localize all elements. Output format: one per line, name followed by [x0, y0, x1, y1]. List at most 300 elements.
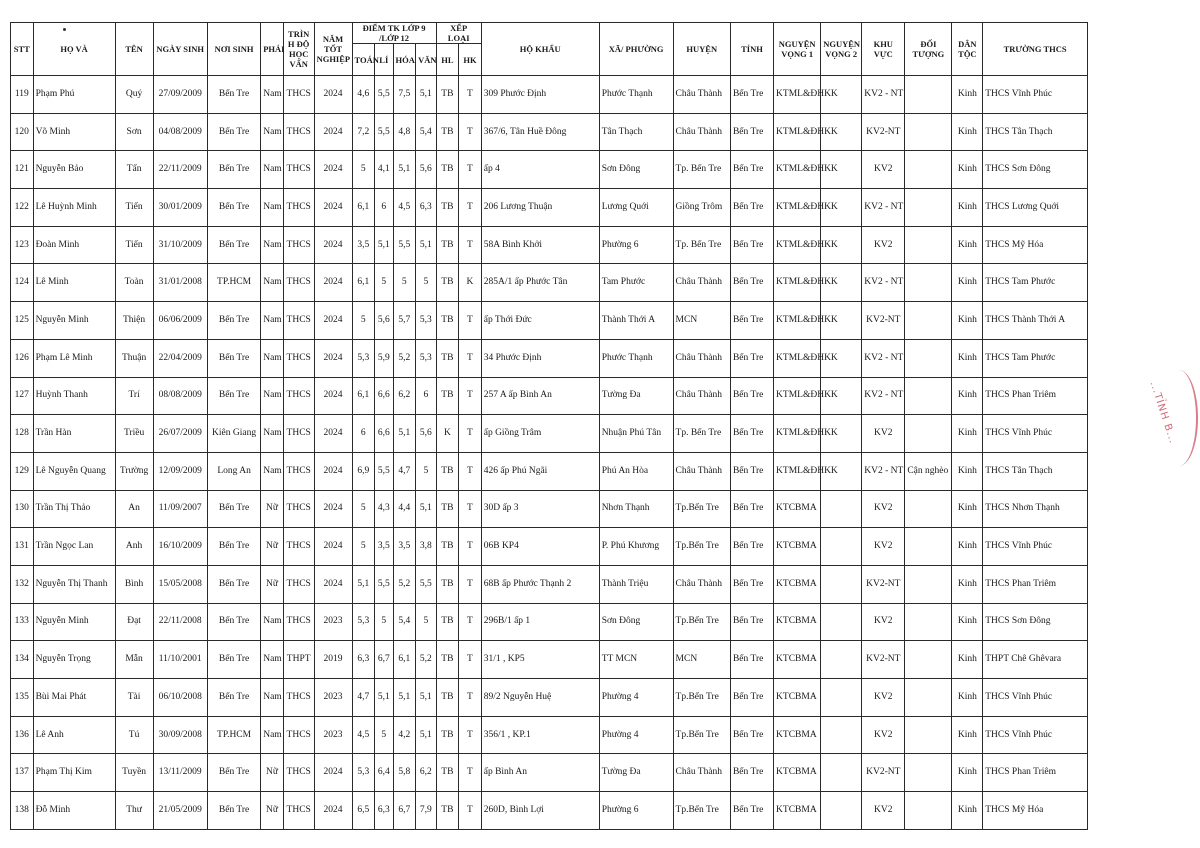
cell-ten: Triều	[115, 415, 153, 453]
cell-li: 4,3	[375, 490, 393, 528]
header-tinh: TỈNH	[730, 23, 773, 76]
cell-phai: Nam	[261, 189, 284, 227]
cell-van: 5,3	[416, 302, 437, 340]
cell-hk: T	[459, 641, 482, 679]
cell-ho-khau: 06B KP4	[481, 528, 599, 566]
cell-phai: Nữ	[261, 792, 284, 830]
cell-xa-phuong: Nhơn Thạnh	[599, 490, 673, 528]
cell-khu-vuc: KV2	[862, 151, 905, 189]
cell-hoa: 5,1	[393, 679, 416, 717]
cell-truong: THCS Tam Phước	[983, 264, 1088, 302]
cell-nam-tot-nghiep: 2024	[314, 415, 352, 453]
cell-ho-khau: ấp Thới Đức	[481, 302, 599, 340]
header-li: LÍ	[375, 44, 393, 76]
cell-ten: An	[115, 490, 153, 528]
cell-van: 5	[416, 264, 437, 302]
cell-ngay-sinh: 22/11/2008	[153, 603, 207, 641]
cell-noi-sinh: Bến Tre	[207, 792, 260, 830]
cell-tinh: Bến Tre	[730, 528, 773, 566]
cell-hoa: 5,1	[393, 415, 416, 453]
cell-trinh-do: THCS	[283, 113, 314, 151]
cell-tinh: Bến Tre	[730, 339, 773, 377]
cell-dan-toc: Kinh	[952, 226, 983, 264]
cell-xa-phuong: Phường 6	[599, 226, 673, 264]
cell-phai: Nam	[261, 415, 284, 453]
cell-doi-tuong	[905, 603, 952, 641]
cell-dan-toc: Kinh	[952, 490, 983, 528]
cell-nguyen-vong-2	[821, 716, 862, 754]
header-toan: TOÁN	[352, 44, 375, 76]
cell-hk: T	[459, 76, 482, 114]
cell-hl: K	[436, 415, 459, 453]
cell-ho-khau: ấp Giồng Trâm	[481, 415, 599, 453]
cell-trinh-do: THCS	[283, 679, 314, 717]
cell-truong: THCS Phan Triêm	[983, 565, 1088, 603]
cell-khu-vuc: KV2 - NT	[862, 377, 905, 415]
header-xep-loai: XẾP LOẠI	[436, 23, 481, 44]
cell-ten: Tuyền	[115, 754, 153, 792]
cell-ngay-sinh: 08/08/2009	[153, 377, 207, 415]
cell-nguyen-vong-1: KTCBMA	[774, 754, 821, 792]
cell-hoa: 3,5	[393, 528, 416, 566]
cell-ho-va: Lê Huỳnh Minh	[33, 189, 115, 227]
cell-ngay-sinh: 30/09/2008	[153, 716, 207, 754]
table-row	[11, 302, 1088, 340]
cell-toan: 6,5	[352, 792, 375, 830]
cell-dan-toc: Kinh	[952, 641, 983, 679]
cell-nguyen-vong-1: KTCBMA	[774, 528, 821, 566]
cell-ten: Tiến	[115, 189, 153, 227]
cell-trinh-do: THCS	[283, 189, 314, 227]
cell-dan-toc: Kinh	[952, 113, 983, 151]
cell-khu-vuc: KV2	[862, 226, 905, 264]
cell-ho-khau: 34 Phước Định	[481, 339, 599, 377]
cell-noi-sinh: Bến Tre	[207, 641, 260, 679]
cell-hl: TB	[436, 339, 459, 377]
cell-ten: Bình	[115, 565, 153, 603]
cell-dan-toc: Kinh	[952, 302, 983, 340]
cell-ho-va: Lê Minh	[33, 264, 115, 302]
official-seal-fragment	[1147, 370, 1198, 466]
cell-noi-sinh: Long An	[207, 452, 260, 490]
cell-nguyen-vong-1: KTML&ĐHKK	[774, 302, 821, 340]
cell-hoa: 6,7	[393, 792, 416, 830]
cell-tinh: Bến Tre	[730, 189, 773, 227]
cell-hl: TB	[436, 754, 459, 792]
cell-ho-va: Trần Ngọc Lan	[33, 528, 115, 566]
cell-ten: Tú	[115, 716, 153, 754]
cell-dan-toc: Kinh	[952, 339, 983, 377]
cell-truong: THCS Sơn Đông	[983, 151, 1088, 189]
cell-hk: T	[459, 603, 482, 641]
cell-ten: Thuận	[115, 339, 153, 377]
cell-tinh: Bến Tre	[730, 490, 773, 528]
cell-van: 5,3	[416, 339, 437, 377]
cell-doi-tuong	[905, 490, 952, 528]
cell-trinh-do: THCS	[283, 302, 314, 340]
cell-trinh-do: THCS	[283, 716, 314, 754]
cell-hoa: 4,8	[393, 113, 416, 151]
cell-nguyen-vong-2	[821, 603, 862, 641]
cell-hl: TB	[436, 565, 459, 603]
cell-khu-vuc: KV2	[862, 528, 905, 566]
cell-li: 5,5	[375, 113, 393, 151]
cell-toan: 6,1	[352, 377, 375, 415]
cell-nam-tot-nghiep: 2024	[314, 452, 352, 490]
cell-nguyen-vong-1: KTCBMA	[774, 792, 821, 830]
cell-tinh: Bến Tre	[730, 679, 773, 717]
table-row	[11, 151, 1088, 189]
header-hoa: HÓA	[393, 44, 416, 76]
cell-dan-toc: Kinh	[952, 151, 983, 189]
cell-stt: 134	[11, 641, 34, 679]
cell-huyen: Châu Thành	[673, 377, 730, 415]
cell-toan: 3,5	[352, 226, 375, 264]
cell-noi-sinh: Bến Tre	[207, 679, 260, 717]
cell-trinh-do: THCS	[283, 754, 314, 792]
cell-toan: 5,3	[352, 339, 375, 377]
cell-truong: THCS Tân Thạch	[983, 113, 1088, 151]
cell-xa-phuong: Thành Thới A	[599, 302, 673, 340]
cell-nguyen-vong-2	[821, 792, 862, 830]
cell-stt: 129	[11, 452, 34, 490]
cell-truong: THCS Lương Quới	[983, 189, 1088, 227]
cell-doi-tuong	[905, 792, 952, 830]
cell-toan: 6,9	[352, 452, 375, 490]
cell-van: 3,8	[416, 528, 437, 566]
table-row	[11, 528, 1088, 566]
cell-nguyen-vong-1: KTCBMA	[774, 679, 821, 717]
cell-hoa: 6,1	[393, 641, 416, 679]
cell-noi-sinh: Bến Tre	[207, 113, 260, 151]
header-ho-va: HỌ VÀ	[33, 23, 115, 76]
cell-toan: 5,3	[352, 603, 375, 641]
cell-ngay-sinh: 11/09/2007	[153, 490, 207, 528]
cell-dan-toc: Kinh	[952, 603, 983, 641]
cell-hoa: 4,7	[393, 452, 416, 490]
cell-phai: Nữ	[261, 490, 284, 528]
cell-xa-phuong: Sơn Đông	[599, 603, 673, 641]
cell-nguyen-vong-2	[821, 565, 862, 603]
cell-van: 5,1	[416, 679, 437, 717]
cell-ten: Sơn	[115, 113, 153, 151]
cell-phai: Nam	[261, 603, 284, 641]
table-row	[11, 339, 1088, 377]
cell-van: 5,6	[416, 151, 437, 189]
cell-ho-va: Võ Minh	[33, 113, 115, 151]
cell-truong: THPT Chê Ghêvara	[983, 641, 1088, 679]
header-ho-khau: HỘ KHẨU	[481, 23, 599, 76]
cell-truong: THCS Vĩnh Phúc	[983, 415, 1088, 453]
cell-nam-tot-nghiep: 2024	[314, 377, 352, 415]
table-header	[11, 23, 1088, 76]
cell-hl: TB	[436, 377, 459, 415]
cell-ten: Tiến	[115, 226, 153, 264]
cell-hl: TB	[436, 113, 459, 151]
cell-trinh-do: THCS	[283, 528, 314, 566]
cell-noi-sinh: Bến Tre	[207, 302, 260, 340]
cell-phai: Nữ	[261, 565, 284, 603]
cell-xa-phuong: Tam Phước	[599, 264, 673, 302]
cell-tinh: Bến Tre	[730, 226, 773, 264]
cell-huyen: Châu Thành	[673, 754, 730, 792]
cell-hoa: 4,5	[393, 189, 416, 227]
cell-doi-tuong	[905, 189, 952, 227]
cell-noi-sinh: Bến Tre	[207, 226, 260, 264]
cell-ngay-sinh: 06/06/2009	[153, 302, 207, 340]
cell-ngay-sinh: 11/10/2001	[153, 641, 207, 679]
cell-ngay-sinh: 22/04/2009	[153, 339, 207, 377]
cell-ten: Thư	[115, 792, 153, 830]
cell-nam-tot-nghiep: 2024	[314, 151, 352, 189]
cell-hoa: 5,2	[393, 339, 416, 377]
cell-khu-vuc: KV2	[862, 792, 905, 830]
cell-xa-phuong: Nhuận Phú Tân	[599, 415, 673, 453]
cell-tinh: Bến Tre	[730, 264, 773, 302]
cell-hoa: 5,2	[393, 565, 416, 603]
cell-ten: Thiện	[115, 302, 153, 340]
cell-toan: 5	[352, 528, 375, 566]
cell-ten: Tài	[115, 679, 153, 717]
cell-khu-vuc: KV2-NT	[862, 302, 905, 340]
cell-huyen: Tp.Bến Tre	[673, 792, 730, 830]
cell-stt: 121	[11, 151, 34, 189]
cell-ho-khau: ấp 4	[481, 151, 599, 189]
cell-ten: Mẫn	[115, 641, 153, 679]
cell-li: 5,1	[375, 679, 393, 717]
cell-ngay-sinh: 06/10/2008	[153, 679, 207, 717]
cell-hoa: 5,7	[393, 302, 416, 340]
cell-nguyen-vong-1: KTCBMA	[774, 565, 821, 603]
cell-tinh: Bến Tre	[730, 76, 773, 114]
cell-li: 3,5	[375, 528, 393, 566]
cell-doi-tuong	[905, 113, 952, 151]
cell-ho-khau: 260D, Bình Lợi	[481, 792, 599, 830]
cell-tinh: Bến Tre	[730, 415, 773, 453]
header-ngay-sinh: NGÀY SINH	[153, 23, 207, 76]
cell-nam-tot-nghiep: 2024	[314, 264, 352, 302]
cell-dan-toc: Kinh	[952, 76, 983, 114]
cell-ho-va: Phạm Thị Kim	[33, 754, 115, 792]
cell-ho-va: Trần Thị Thảo	[33, 490, 115, 528]
cell-ho-khau: 426 ấp Phú Ngãi	[481, 452, 599, 490]
cell-stt: 125	[11, 302, 34, 340]
cell-ho-khau: 58A Bình Khởi	[481, 226, 599, 264]
cell-trinh-do: THCS	[283, 603, 314, 641]
cell-nguyen-vong-2	[821, 679, 862, 717]
cell-phai: Nữ	[261, 754, 284, 792]
cell-phai: Nam	[261, 151, 284, 189]
cell-khu-vuc: KV2 - NT	[862, 264, 905, 302]
cell-li: 6,4	[375, 754, 393, 792]
cell-li: 5,9	[375, 339, 393, 377]
cell-tinh: Bến Tre	[730, 565, 773, 603]
cell-hoa: 5,5	[393, 226, 416, 264]
header-nam-tot-nghiep: NĂM TỐT NGHIỆP	[314, 23, 352, 76]
cell-phai: Nam	[261, 641, 284, 679]
cell-ho-va: Nguyễn Thị Thanh	[33, 565, 115, 603]
cell-xa-phuong: Phường 4	[599, 716, 673, 754]
cell-hl: TB	[436, 716, 459, 754]
table-row	[11, 377, 1088, 415]
cell-nguyen-vong-1: KTCBMA	[774, 603, 821, 641]
table-row	[11, 226, 1088, 264]
cell-doi-tuong	[905, 716, 952, 754]
cell-ngay-sinh: 26/07/2009	[153, 415, 207, 453]
cell-hk: T	[459, 415, 482, 453]
cell-khu-vuc: KV2	[862, 716, 905, 754]
cell-trinh-do: THPT	[283, 641, 314, 679]
cell-ngay-sinh: 12/09/2009	[153, 452, 207, 490]
cell-stt: 130	[11, 490, 34, 528]
table-row	[11, 754, 1088, 792]
cell-hk: T	[459, 754, 482, 792]
cell-hoa: 5	[393, 264, 416, 302]
cell-nguyen-vong-1: KTML&ĐHKK	[774, 189, 821, 227]
cell-xa-phuong: Thành Triệu	[599, 565, 673, 603]
header-van: VĂN	[416, 44, 437, 76]
cell-van: 5,5	[416, 565, 437, 603]
cell-hoa: 7,5	[393, 76, 416, 114]
cell-trinh-do: THCS	[283, 415, 314, 453]
cell-noi-sinh: Bến Tre	[207, 339, 260, 377]
cell-nam-tot-nghiep: 2023	[314, 603, 352, 641]
cell-trinh-do: THCS	[283, 76, 314, 114]
cell-noi-sinh: Kiên Giang	[207, 415, 260, 453]
table-row	[11, 679, 1088, 717]
cell-toan: 7,2	[352, 113, 375, 151]
header-truong: TRƯỜNG THCS	[983, 23, 1088, 76]
cell-ho-khau: 206 Lương Thuận	[481, 189, 599, 227]
cell-li: 5,5	[375, 565, 393, 603]
cell-ho-khau: 257 A ấp Bình An	[481, 377, 599, 415]
cell-phai: Nam	[261, 113, 284, 151]
cell-xa-phuong: Sơn Đông	[599, 151, 673, 189]
table-row	[11, 264, 1088, 302]
cell-ho-va: Nguyễn Minh	[33, 302, 115, 340]
cell-nguyen-vong-2	[821, 754, 862, 792]
cell-huyen: Giồng Trôm	[673, 189, 730, 227]
cell-phai: Nam	[261, 716, 284, 754]
cell-huyen: Tp.Bến Tre	[673, 528, 730, 566]
cell-stt: 138	[11, 792, 34, 830]
cell-trinh-do: THCS	[283, 377, 314, 415]
cell-doi-tuong	[905, 76, 952, 114]
cell-nam-tot-nghiep: 2024	[314, 490, 352, 528]
cell-stt: 127	[11, 377, 34, 415]
cell-tinh: Bến Tre	[730, 754, 773, 792]
table-row	[11, 452, 1088, 490]
table-body	[11, 76, 1088, 830]
cell-phai: Nữ	[261, 528, 284, 566]
cell-li: 5	[375, 264, 393, 302]
cell-doi-tuong	[905, 339, 952, 377]
cell-xa-phuong: Tường Đa	[599, 754, 673, 792]
cell-tinh: Bến Tre	[730, 716, 773, 754]
table-row	[11, 716, 1088, 754]
cell-toan: 5	[352, 302, 375, 340]
cell-tinh: Bến Tre	[730, 377, 773, 415]
cell-hk: T	[459, 113, 482, 151]
cell-khu-vuc: KV2 - NT	[862, 452, 905, 490]
cell-van: 5,1	[416, 716, 437, 754]
cell-nam-tot-nghiep: 2024	[314, 226, 352, 264]
cell-van: 7,9	[416, 792, 437, 830]
cell-ho-khau: 356/1 , KP.1	[481, 716, 599, 754]
cell-ho-va: Nguyễn Minh	[33, 603, 115, 641]
cell-toan: 6,1	[352, 189, 375, 227]
cell-hk: T	[459, 679, 482, 717]
cell-toan: 5,1	[352, 565, 375, 603]
cell-ho-va: Lê Nguyễn Quang	[33, 452, 115, 490]
cell-hl: TB	[436, 264, 459, 302]
cell-noi-sinh: Bến Tre	[207, 151, 260, 189]
cell-phai: Nam	[261, 339, 284, 377]
cell-ten: Trường	[115, 452, 153, 490]
cell-nam-tot-nghiep: 2024	[314, 189, 352, 227]
cell-phai: Nam	[261, 302, 284, 340]
cell-noi-sinh: TP.HCM	[207, 264, 260, 302]
cell-nguyen-vong-2	[821, 528, 862, 566]
cell-huyen: Châu Thành	[673, 565, 730, 603]
cell-stt: 119	[11, 76, 34, 114]
header-doi-tuong: ĐỐI TƯỢNG	[905, 23, 952, 76]
cell-hk: T	[459, 339, 482, 377]
cell-ho-khau: 309 Phước Định	[481, 76, 599, 114]
cell-hl: TB	[436, 641, 459, 679]
header-xa-phuong: XÃ/ PHƯỜNG	[599, 23, 673, 76]
cell-xa-phuong: Phú An Hòa	[599, 452, 673, 490]
cell-huyen: Châu Thành	[673, 339, 730, 377]
cell-phai: Nam	[261, 377, 284, 415]
cell-dan-toc: Kinh	[952, 189, 983, 227]
cell-hk: K	[459, 264, 482, 302]
cell-huyen: Tp.Bến Tre	[673, 603, 730, 641]
cell-li: 5,1	[375, 226, 393, 264]
cell-khu-vuc: KV2-NT	[862, 113, 905, 151]
cell-xa-phuong: Phước Thạnh	[599, 76, 673, 114]
cell-khu-vuc: KV2	[862, 490, 905, 528]
seal-text: ...TỈNH B...	[1147, 380, 1179, 446]
cell-doi-tuong	[905, 754, 952, 792]
cell-doi-tuong	[905, 679, 952, 717]
cell-toan: 4,5	[352, 716, 375, 754]
cell-stt: 133	[11, 603, 34, 641]
cell-hk: T	[459, 302, 482, 340]
cell-xa-phuong: Tường Đa	[599, 377, 673, 415]
cell-dan-toc: Kinh	[952, 415, 983, 453]
cell-doi-tuong	[905, 565, 952, 603]
header-phai: PHÁI	[261, 23, 284, 76]
cell-ho-khau: 367/6, Tân Huề Đông	[481, 113, 599, 151]
cell-ngay-sinh: 30/01/2009	[153, 189, 207, 227]
cell-nguyen-vong-1: KTCBMA	[774, 716, 821, 754]
cell-ten: Toàn	[115, 264, 153, 302]
cell-toan: 5	[352, 490, 375, 528]
cell-dan-toc: Kinh	[952, 565, 983, 603]
cell-dan-toc: Kinh	[952, 528, 983, 566]
cell-li: 5,5	[375, 76, 393, 114]
cell-stt: 136	[11, 716, 34, 754]
cell-nguyen-vong-1: KTML&ĐHKK	[774, 415, 821, 453]
cell-noi-sinh: Bến Tre	[207, 603, 260, 641]
cell-nam-tot-nghiep: 2024	[314, 76, 352, 114]
cell-ngay-sinh: 31/01/2008	[153, 264, 207, 302]
cell-huyen: MCN	[673, 302, 730, 340]
cell-huyen: Tp.Bến Tre	[673, 490, 730, 528]
cell-li: 6	[375, 189, 393, 227]
cell-van: 6	[416, 377, 437, 415]
